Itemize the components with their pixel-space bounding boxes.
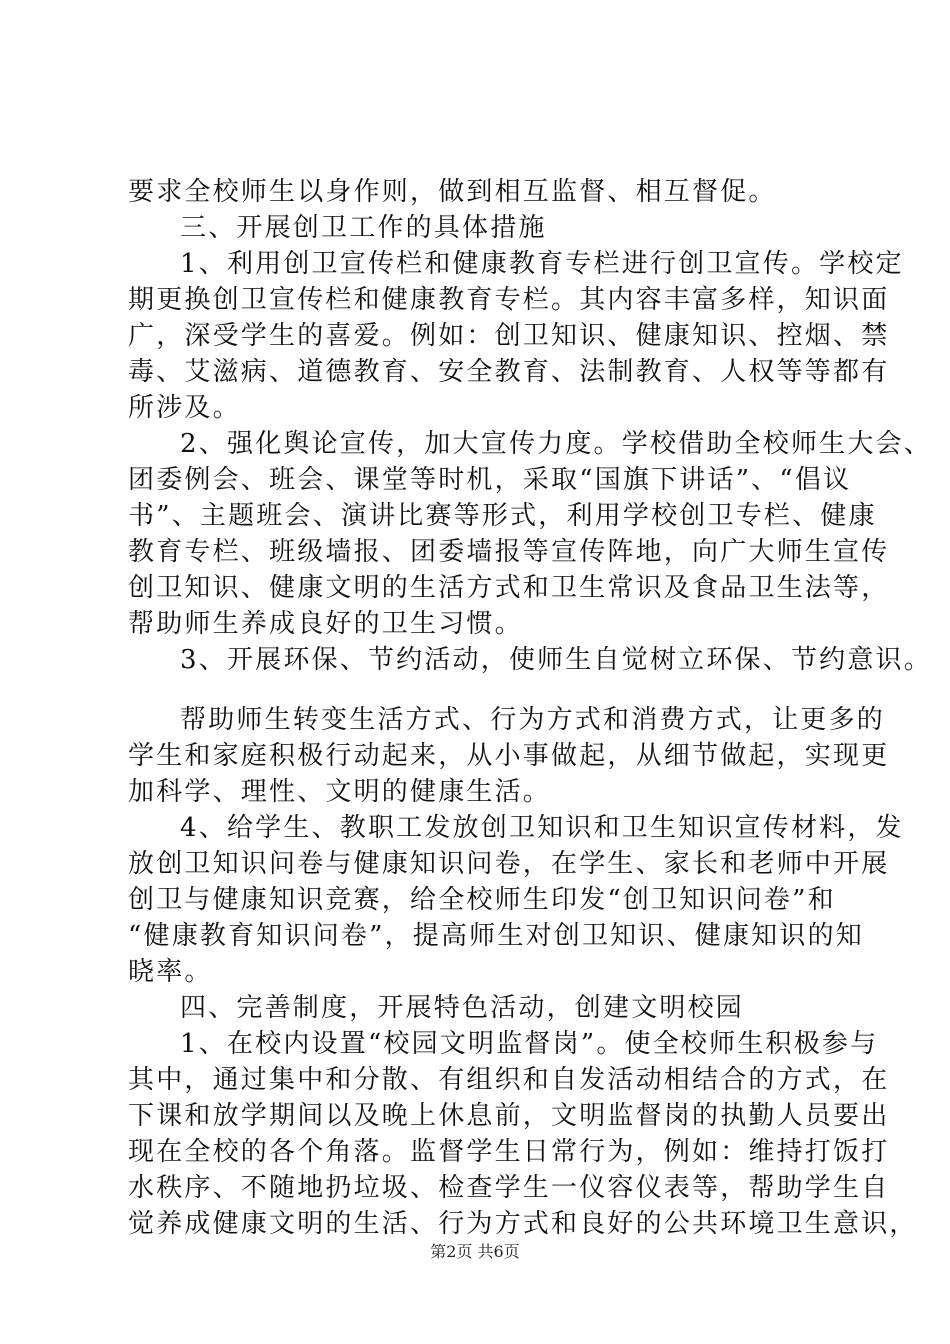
paragraph-start: 3、开展环保、节约活动，使师生自觉树立环保、节约意识。	[180, 645, 932, 675]
text-line: 现在全校的各个角落。监督学生日常行为，例如：维持打饭打	[128, 1137, 890, 1167]
paragraph-start: 帮助师生转变生活方式、行为方式和消费方式，让更多的	[180, 705, 886, 735]
text-line: 广，深受学生的喜爱。例如：创卫知识、健康知识、控烟、禁	[128, 321, 890, 351]
text-line: 教育专栏、班级墙报、团委墙报等宣传阵地，向广大师生宣传	[128, 537, 890, 567]
text-line: “健康教育知识问卷”，提高师生对创卫知识、健康知识的知	[128, 921, 864, 951]
text-line: 创卫知识、健康文明的生活方式和卫生常识及食品卫生法等，	[128, 573, 890, 603]
text-line: 要求全校师生以身作则，做到相互监督、相互督促。	[128, 177, 777, 207]
text-line: 水秩序、不随地扔垃圾、检查学生一仪容仪表等，帮助学生自	[128, 1173, 890, 1203]
text-line: 其中，通过集中和分散、有组织和自发活动相结合的方式，在	[128, 1065, 890, 1095]
paragraph-start: 4、给学生、教职工发放创卫知识和卫生知识宣传材料，发	[180, 813, 904, 843]
page-footer: 第2页 共6页	[430, 1242, 520, 1261]
text-line: 帮助师生养成良好的卫生习惯。	[128, 609, 523, 639]
text-line: 所涉及。	[128, 393, 241, 423]
section-heading: 三、开展创卫工作的具体措施	[180, 213, 547, 243]
text-line: 加科学、理性、文明的健康生活。	[128, 777, 552, 807]
text-line: 放创卫知识问卷与健康知识问卷，在学生、家长和老师中开展	[128, 849, 890, 879]
paragraph-start: 2、强化舆论宣传，加大宣传力度。学校借助全校师生大会、	[180, 429, 932, 459]
text-line: 期更换创卫宣传栏和健康教育专栏。其内容丰富多样，知识面	[128, 285, 890, 315]
text-line: 毒、艾滋病、道德教育、安全教育、法制教育、人权等等都有	[128, 357, 890, 387]
text-line: 创卫与健康知识竞赛，给全校师生印发“创卫知识问卷”和	[128, 885, 836, 915]
text-line: 下课和放学期间以及晚上休息前，文明监督岗的执勤人员要出	[128, 1101, 890, 1131]
paragraph-start: 1、利用创卫宣传栏和健康教育专栏进行创卫宣传。学校定	[180, 249, 904, 279]
text-line: 团委例会、班会、课堂等时机，采取“国旗下讲话”、“倡议	[128, 465, 852, 495]
text-line: 晓率。	[128, 957, 213, 987]
text-line: 学生和家庭积极行动起来，从小事做起，从细节做起，实现更	[128, 741, 890, 771]
paragraph-start: 1、在校内设置“校园文明监督岗”。使全校师生积极参与	[180, 1029, 879, 1059]
section-heading: 四、完善制度，开展特色活动，创建文明校园	[180, 993, 745, 1023]
text-line: 书”、主题班会、演讲比赛等形式，利用学校创卫专栏、健康	[128, 501, 877, 531]
text-line: 觉养成健康文明的生活、行为方式和良好的公共环境卫生意识，	[128, 1209, 918, 1239]
